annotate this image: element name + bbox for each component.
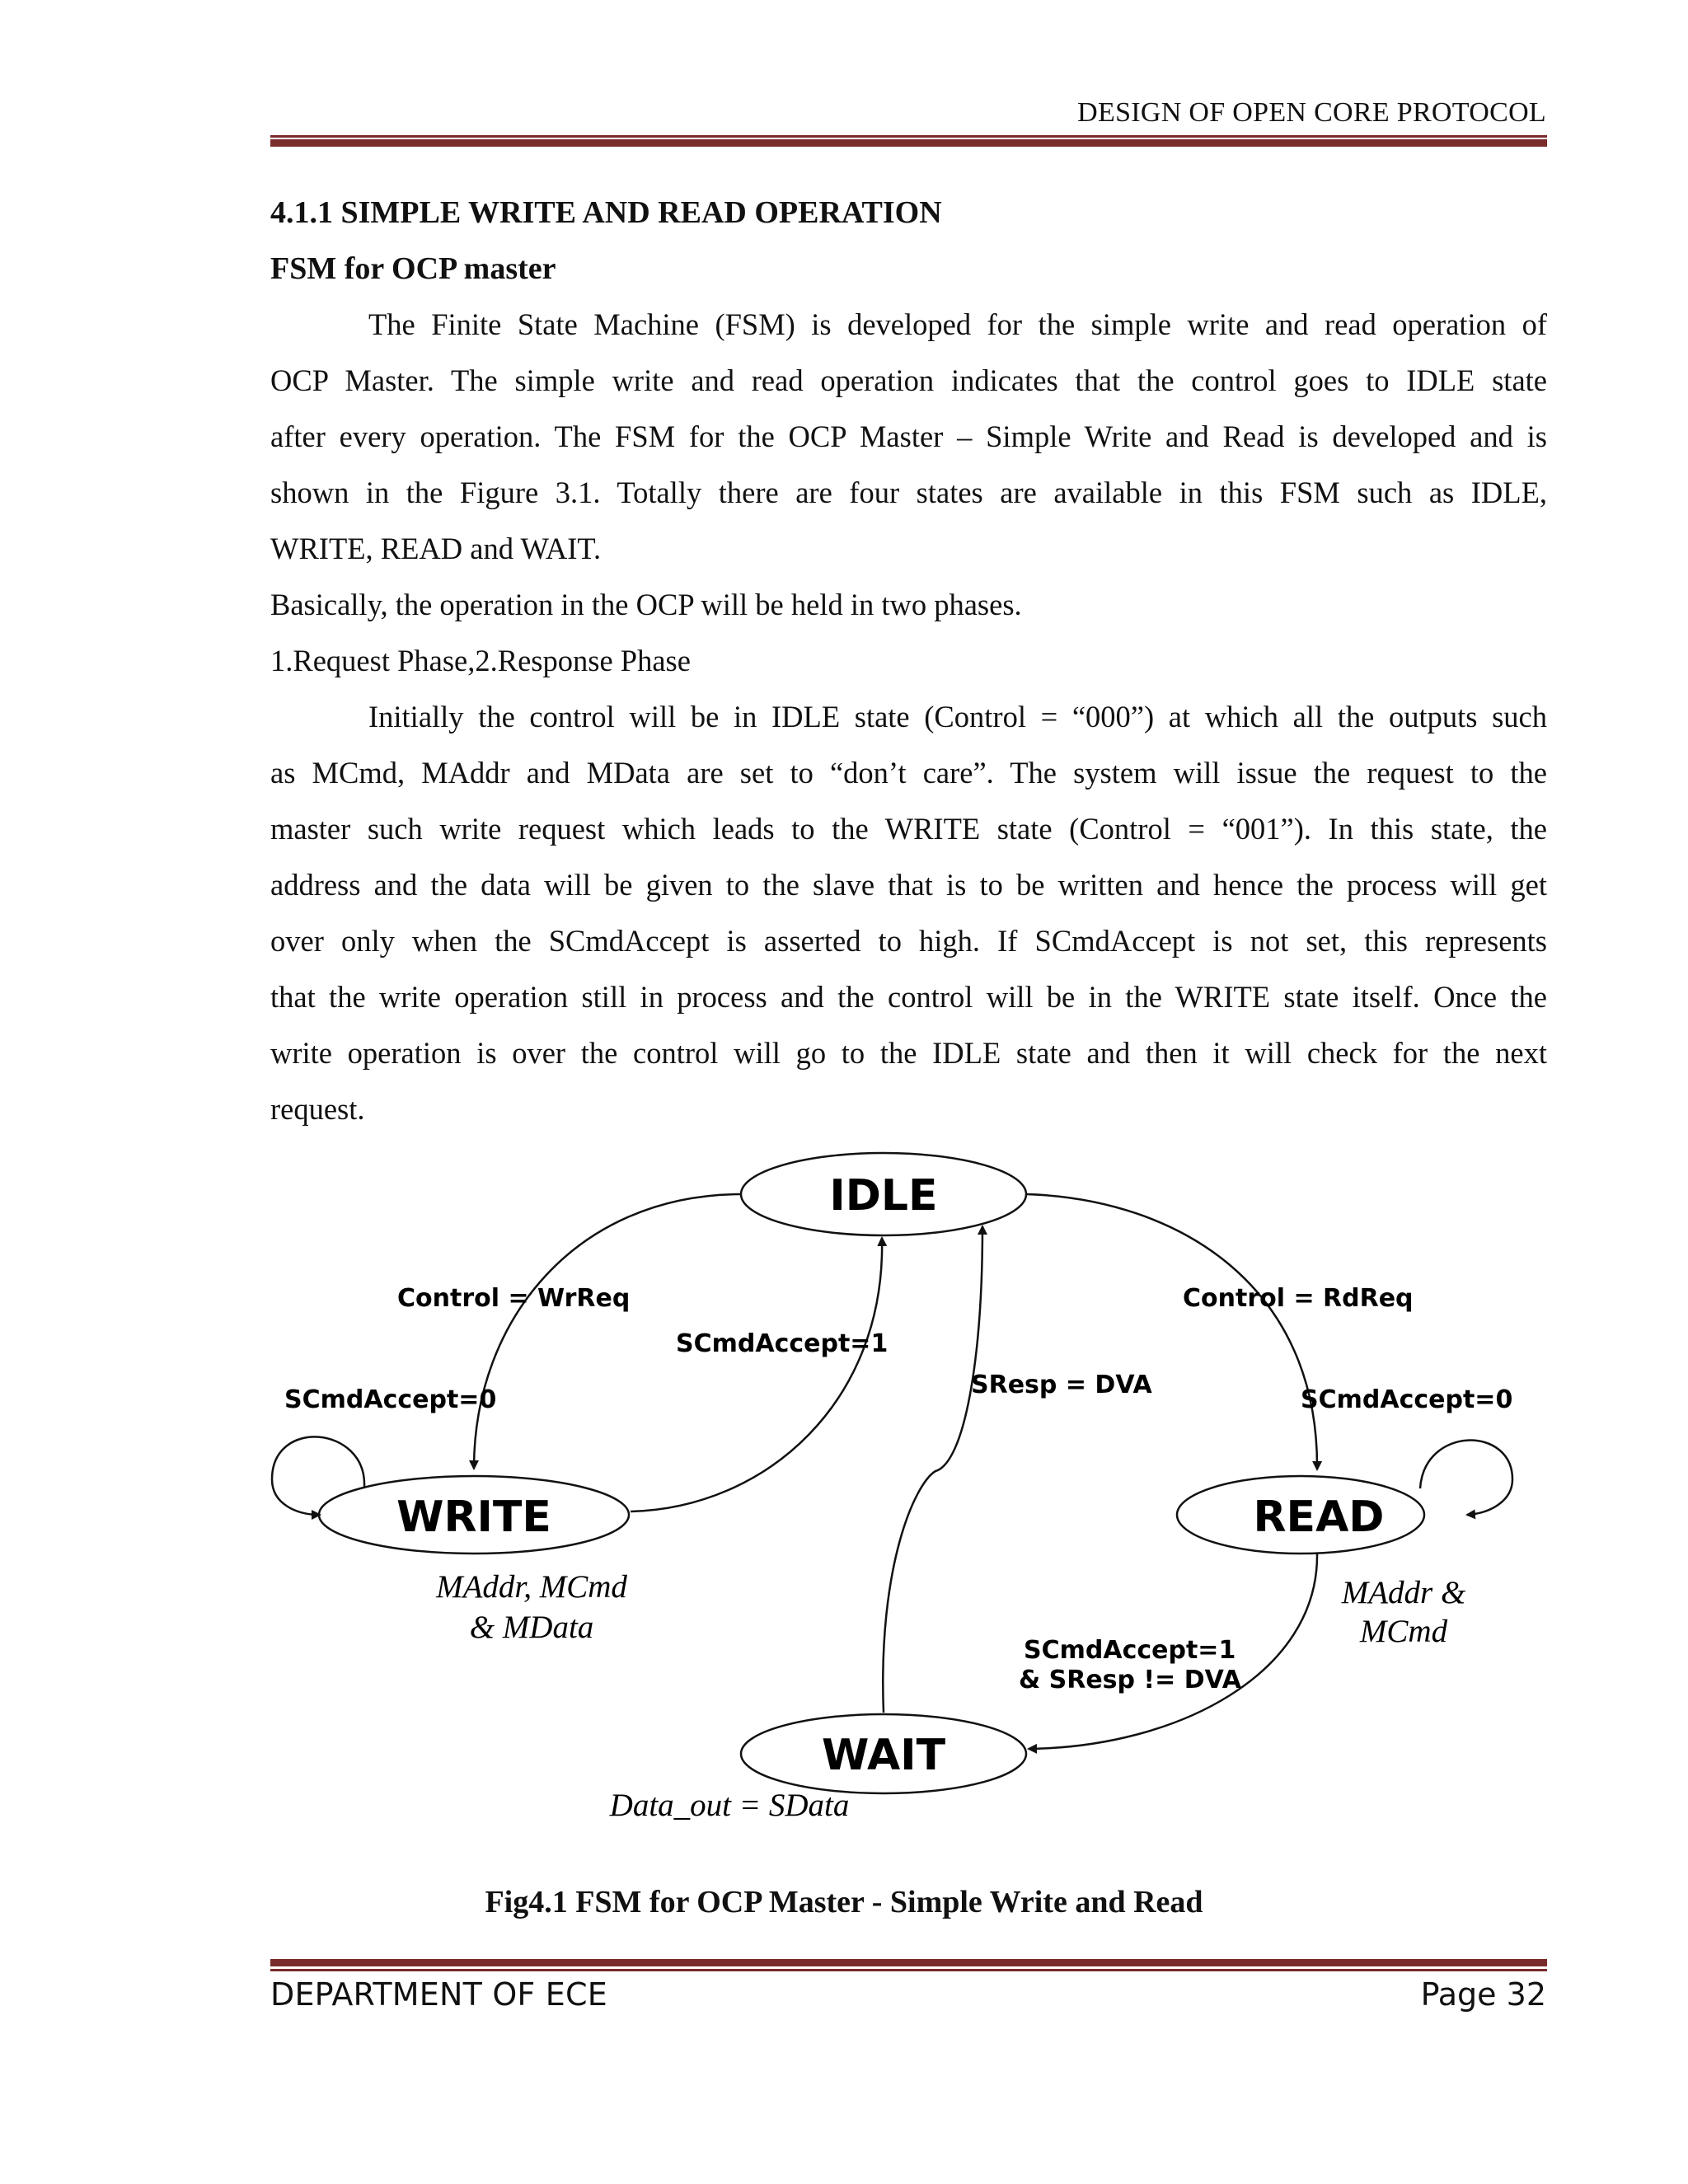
output-read-2: MCmd <box>1359 1614 1448 1649</box>
p4-line-7: write operation is over the control will go to the IDLE state and then it will check for the next <box>270 1036 1547 1070</box>
state-read-label: READ <box>1253 1493 1385 1542</box>
edge-write-to-idle <box>631 1238 882 1511</box>
p4-line-4: address and the data will be given to the slave that is to be written and hence the process will get <box>270 868 1547 902</box>
label-read-to-wait-1: SCmdAccept=1 <box>1024 1636 1236 1665</box>
paragraph-3: 1.Request Phase,2.Response Phase <box>270 644 691 677</box>
p1-line-2: OCP Master. The simple write and read operation indicates that the control goes to IDLE state <box>270 363 1547 397</box>
p4-line-5: over only when the SCmdAccept is asserted to high. If SCmdAccept is not set, this represents <box>270 924 1547 958</box>
label-wait-to-idle: SResp = DVA <box>971 1371 1152 1399</box>
p1-line-3: after every operation. The FSM for the OCP Master – Simple Write and Read is developed and is <box>270 419 1547 453</box>
state-write-label: WRITE <box>396 1493 551 1542</box>
edge-read-self-loop <box>1420 1441 1512 1515</box>
output-write-2: & MData <box>469 1610 594 1645</box>
edge-write-self-loop <box>272 1436 364 1515</box>
footer-department: DEPARTMENT OF ECE <box>270 1976 607 2013</box>
label-write-self: SCmdAccept=0 <box>284 1385 497 1414</box>
p4-line-6: that the write operation still in process and the control will be in the WRITE state itself. Once the <box>270 980 1547 1014</box>
p1-line-5: WRITE, READ and WAIT. <box>270 532 602 565</box>
state-wait-label: WAIT <box>821 1731 946 1780</box>
output-read-1: MAddr & <box>1341 1575 1466 1610</box>
p1-line-4: shown in the Figure 3.1. Totally there are four states are available in this FSM such as IDLE, <box>270 476 1547 509</box>
footer-page-number: Page 32 <box>1420 1976 1546 2013</box>
edge-idle-to-read <box>1027 1194 1317 1469</box>
p4-line-3: master such write request which leads to the WRITE state (Control = “001”). In this state, the <box>270 812 1547 846</box>
sub-heading: FSM for OCP master <box>270 251 556 286</box>
p1-line-1: The Finite State Machine (FSM) is developed for the simple write and read operation of <box>368 307 1547 341</box>
paragraph-2: Basically, the operation in the OCP will be held in two phases. <box>270 588 1022 621</box>
running-header: DESIGN OF OPEN CORE PROTOCOL <box>1077 97 1546 128</box>
label-idle-to-write: Control = WrReq <box>397 1284 631 1313</box>
label-read-self: SCmdAccept=0 <box>1301 1385 1513 1414</box>
label-write-to-idle: SCmdAccept=1 <box>676 1329 889 1358</box>
output-wait: Data_out = SData <box>609 1788 850 1823</box>
label-read-to-wait-2: & SResp != DVA <box>1019 1666 1241 1694</box>
footer-rule-thin <box>270 1969 1547 1971</box>
footer-rule-thick <box>270 1959 1547 1966</box>
p4-line-8: request. <box>270 1092 365 1126</box>
p4-line-2: as MCmd, MAddr and MData are set to “don’t care”. The system will issue the request to the <box>270 756 1547 790</box>
figure-caption: Fig4.1 FSM for OCP Master - Simple Write and Read <box>485 1885 1203 1919</box>
p4-line-1: Initially the control will be in IDLE state (Control = “000”) at which all the outputs such <box>368 700 1547 733</box>
label-idle-to-read: Control = RdReq <box>1183 1284 1414 1313</box>
state-idle-label: IDLE <box>829 1171 938 1221</box>
section-heading: 4.1.1 SIMPLE WRITE AND READ OPERATION <box>270 195 942 230</box>
edge-wait-to-idle <box>883 1226 982 1713</box>
output-write-1: MAddr, MCmd <box>436 1569 627 1605</box>
